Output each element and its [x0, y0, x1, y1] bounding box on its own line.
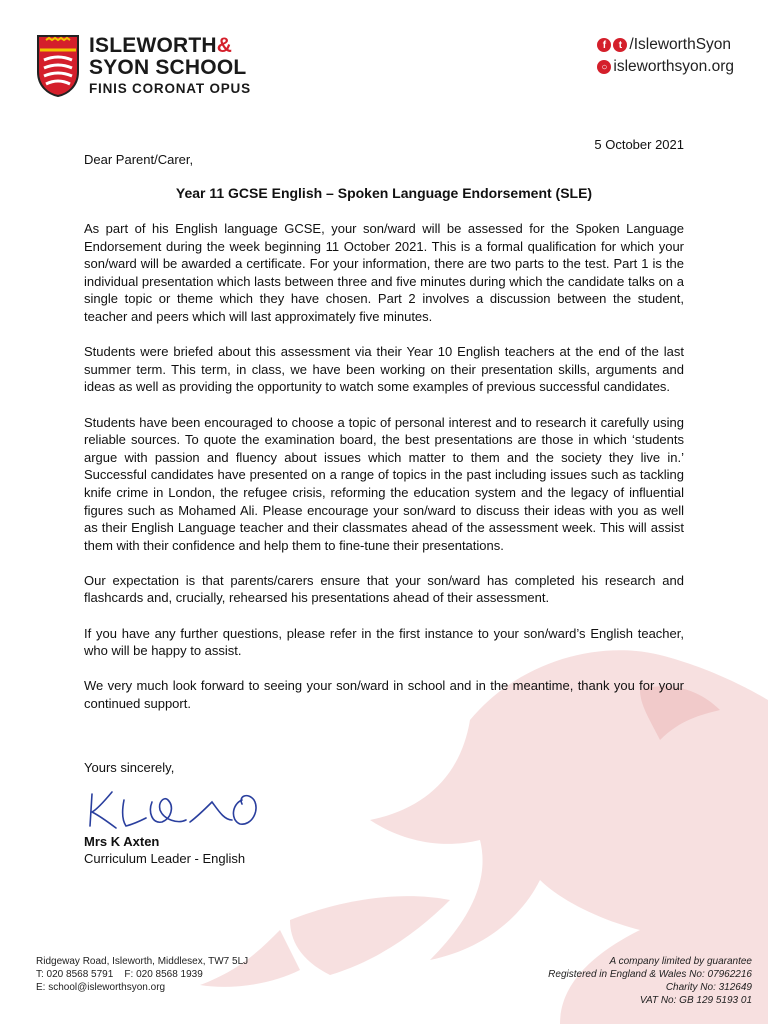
footer-phone-fax: T: 020 8568 5791 F: 020 8568 1939 — [36, 969, 203, 980]
signatory-name: Mrs K Axten — [84, 834, 160, 849]
paragraph: As part of his English language GCSE, your son/ward will be assessed for the Spoken Language Endorsement during the week beginning 11 October 2021. This is a formal qualification for which your son/ward will be awarded a certificate. For your information, there are two parts to the test. Part 1 is the individual presentation which lasts between three and five minutes during which the candidate talks on a single topic or theme which they have chosen. Part 2 involves a discussion between the student, teacher and peers which will last approximately five minutes. — [84, 221, 684, 324]
school-logo — [36, 34, 251, 98]
ampersand: & — [216, 34, 233, 57]
contact-header — [597, 34, 734, 78]
paragraph: Our expectation is that parents/carers ensure that your son/ward has completed his research and flashcards and, crucially, rehearsed his presentations ahead of their assessment. — [84, 572, 684, 606]
social-handle[interactable] — [597, 34, 734, 56]
globe-icon: ○ — [597, 60, 611, 74]
footer-charity: Charity No: 312649 — [665, 982, 752, 993]
footer-address: Ridgeway Road, Isleworth, Middlesex, TW7 5LJ — [36, 956, 249, 967]
footer-email[interactable]: E: school@isleworthsyon.org — [36, 982, 166, 993]
social-handle-text: /IsleworthSyon — [629, 36, 732, 53]
paragraph: If you have any further questions, please refer in the first instance to your son/ward’s English teacher, who will be happy to assist. — [84, 625, 684, 659]
footer-registration-block — [548, 955, 752, 1007]
shield-crest-icon — [36, 34, 80, 98]
signatory-role: Curriculum Leader - English — [84, 851, 246, 866]
paragraph: Students were briefed about this assessment via their Year 10 English teachers at the end of the last summer term. This term, in class, we have been working on their presentation skills, arguments and ideas as well as providing the opportunity to watch some examples of previous successful candidates. — [84, 344, 684, 395]
footer-company: A company limited by guarantee — [609, 956, 752, 967]
closing: Yours sincerely, — [84, 760, 175, 775]
salutation: Dear Parent/Carer, — [84, 152, 194, 167]
school-motto: FINIS CORONAT OPUS — [89, 81, 251, 96]
footer-vat: VAT No: GB 129 5193 01 — [639, 995, 752, 1006]
paragraph: Students have been encouraged to choose a topic of personal interest and to research it carefully using reliable sources. To quote the examination board, the best presentations are those in which ‘students argue with passion and fluency about issues which matter to them and the society they live in.’ Successful candidates have presented on a range of topics in the past including issues such as tackling knife crime in London, the refugee crisis, reforming the education system and the legacy of influential figures such as Mohamed Ali. Please encourage your son/ward to discuss their ideas with you as well as their English Language teacher and their classmates ahead of the assessment week. This will assist them with their confidence and help them to fine-tune their presentations. — [84, 414, 684, 553]
website-link[interactable] — [597, 56, 734, 78]
footer-address-block — [36, 955, 248, 994]
letter-body — [84, 220, 684, 730]
handwritten-signature — [82, 780, 272, 836]
twitter-icon: t — [613, 38, 627, 52]
website-text: isleworthsyon.org — [613, 58, 734, 75]
footer-registered: Registered in England & Wales No: 07962216 — [548, 969, 752, 980]
letter-heading: Year 11 GCSE English – Spoken Language Endorsement (SLE) — [175, 185, 593, 201]
facebook-icon: f — [597, 38, 611, 52]
school-name-line1: ISLEWORTH& — [89, 34, 233, 57]
paragraph: We very much look forward to seeing your son/ward in school and in the meantime, thank you for your continued support. — [84, 678, 684, 712]
school-name-line2: SYON SCHOOL — [89, 56, 247, 79]
letter-date: 5 October 2021 — [594, 137, 684, 152]
